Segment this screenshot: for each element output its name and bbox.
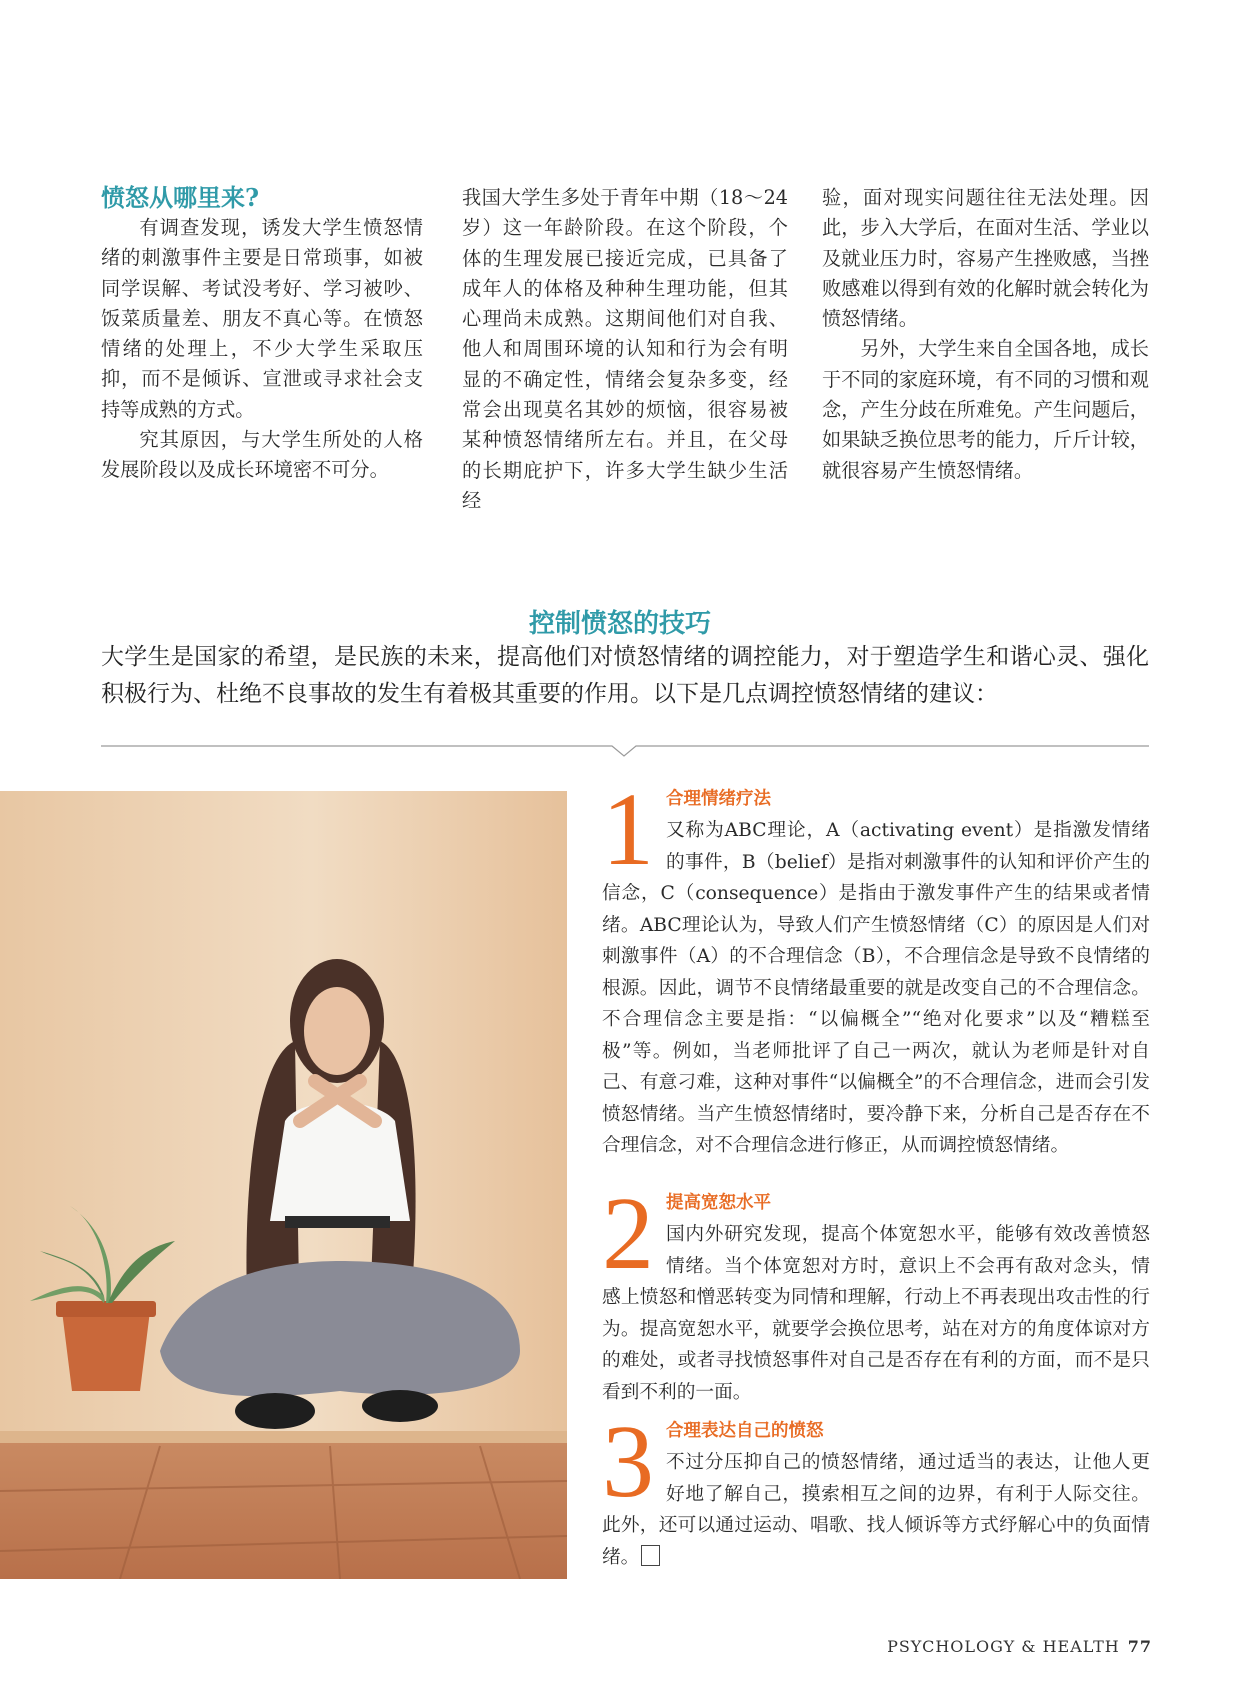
tip-title: 合理表达自己的愤怒 [666, 1420, 824, 1440]
section-intro: 大学生是国家的希望，是民族的未来，提高他们对愤怒情绪的调控能力，对于塑造学生和谐心灵、强化积极行为、杜绝不良事故的发生有着极其重要的作用。以下是几点调控愤怒情绪的建议： [101, 644, 1149, 707]
tip-1 [602, 772, 1150, 1162]
tip-body: 国内外研究发现，提高个体宽恕水平，能够有效改善愤怒情绪。当个体宽恕对方时，意识上不会再有敌对念头，情感上愤怒和憎恶转变为同情和理解，行动上不再表现出攻击性的行为。提高宽恕水平，就要学会换位思考，站在对方的角度体谅对方的难处，或者寻找愤怒事件对自己是否存在有利的方面，而不是只看到不利的一面。 [602, 1224, 1150, 1403]
page-number: 77 [1127, 1637, 1152, 1656]
tip-number: 2 [602, 1176, 654, 1291]
paragraph: 有调查发现，诱发大学生愤怒情绪的刺激事件主要是日常琐事，如被同学误解、考试没考好、学习被吵、饭菜质量差、朋友不真心等。在愤怒情绪的处理上，不少大学生采取压抑，而不是倾诉、宣泄或寻求社会支持等成熟的方式。 [101, 216, 423, 421]
article-column-1 [101, 183, 423, 486]
paragraph: 另外，大学生来自全国各地，成长于不同的家庭环境，有不同的习惯和观念，产生分歧在所难免。产生问题后，如果缺乏换位思考的能力，斤斤计较，就很容易产生愤怒情绪。 [822, 337, 1149, 482]
tip-number: 3 [602, 1404, 654, 1519]
column-heading: 愤怒从哪里来? [101, 183, 260, 212]
tip-2 [602, 1176, 1150, 1408]
tip-title: 合理情绪疗法 [666, 788, 771, 808]
section-title: 控制愤怒的技巧 [528, 609, 711, 639]
tip-body: 又称为ABC理论，A（activating event）是指激发情绪的事件，B（belief）是指对刺激事件的认知和评价产生的信念，C（consequence）是指由于激发事件产生的结果或者情绪。ABC理论认为，导致人们产生愤怒情绪（C）的原因是人们对刺激事件（A）的不合理信念（B），不合理信念是导致不良情绪的根源。因此，调节不良情绪最重要的就是改变自己的不合理信念。不合理信念主要是指：“以偏概全”“绝对化要求”以及“糟糕至极”等。例如，当老师批评了自己一两次，就认为老师是针对自己、有意刁难，这种对事件“以偏概全”的不合理信念，进而会引发愤怒情绪。当产生愤怒情绪时，要冷静下来，分析自己是否存在不合理信念，对不合理信念进行修正，从而调控愤怒情绪。 [602, 820, 1150, 1156]
woman-sitting-photo [0, 791, 567, 1579]
tip-number: 1 [602, 772, 654, 887]
magazine-name: PSYCHOLOGY & HEALTH [887, 1637, 1120, 1656]
tip-body: 不过分压抑自己的愤怒情绪，通过适当的表达，让他人更好地了解自己，摸索相互之间的边界，有利于人际交往。此外，还可以通过运动、唱歌、找人倾诉等方式纾解心中的负面情绪。 [602, 1452, 1150, 1568]
page-footer [887, 1637, 1152, 1656]
article-column-2 [462, 183, 788, 516]
tip-title: 提高宽恕水平 [666, 1192, 771, 1212]
paragraph: 究其原因，与大学生所处的人格发展阶段以及成长环境密不可分。 [101, 428, 423, 482]
paragraph: 我国大学生多处于青年中期（18～24岁）这一年龄阶段。在这个阶段，个体的生理发展已接近完成，已具备了成年人的体格及种种生理功能，但其心理尚未成熟。这期间他们对自我、他人和周围环境的认知和行为会有明显的不确定性，情绪会复杂多变，经常会出现莫名其妙的烦恼，很容易被某种愤怒情绪所左右。并且，在父母的长期庇护下，许多大学生缺少生活经 [462, 186, 788, 512]
end-mark-icon [641, 1545, 660, 1566]
tip-3 [602, 1404, 1150, 1573]
paragraph: 验，面对现实问题往往无法处理。因此，步入大学后，在面对生活、学业以及就业压力时，容易产生挫败感，当挫败感难以得到有效的化解时就会转化为愤怒情绪。 [822, 186, 1149, 331]
section-divider [101, 738, 1151, 758]
article-column-3 [822, 183, 1149, 486]
